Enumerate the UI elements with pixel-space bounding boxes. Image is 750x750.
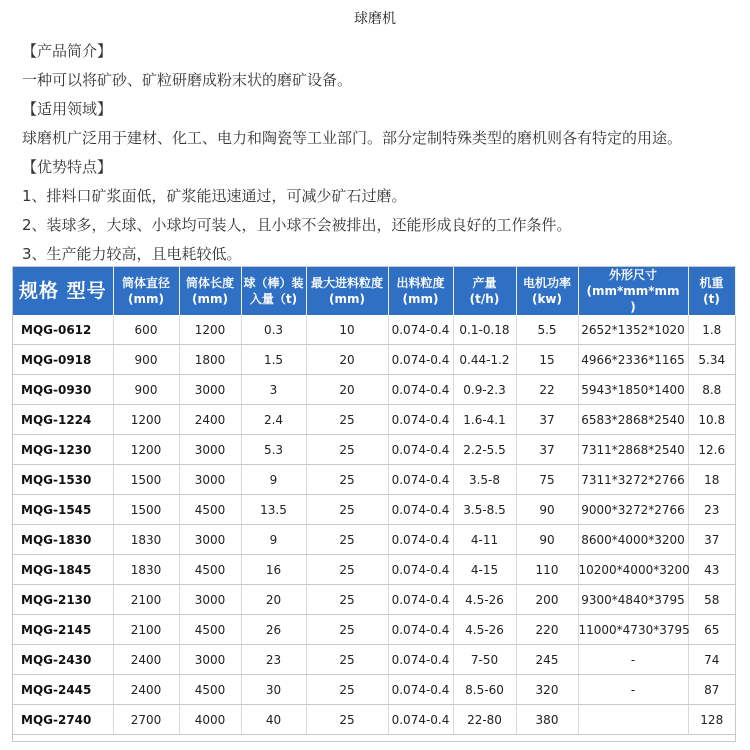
table-cell: 25 bbox=[306, 465, 388, 495]
table-cell: 1200 bbox=[113, 405, 179, 435]
table-cell: 15 bbox=[516, 345, 578, 375]
table-cell: 0.3 bbox=[241, 315, 306, 345]
table-cell: 245 bbox=[516, 645, 578, 675]
table-cell: 900 bbox=[113, 345, 179, 375]
table-cell: 3 bbox=[241, 375, 306, 405]
table-header-text: 筒体直径 bbox=[121, 276, 170, 290]
table-cell: 12.6 bbox=[688, 435, 735, 465]
table-cell: 37 bbox=[688, 525, 735, 555]
table-row bbox=[13, 675, 735, 705]
table-cell: 128 bbox=[688, 705, 735, 735]
table-cell: 0.9-2.3 bbox=[453, 375, 516, 405]
table-row bbox=[13, 405, 735, 435]
section-text-intro: 一种可以将矿砂、矿粒研磨成粉末状的磨矿设备。 bbox=[22, 71, 353, 89]
table-cell: 16 bbox=[241, 555, 306, 585]
table-header-text: 最大进料粒度 bbox=[310, 276, 383, 290]
table-header-text: 电机功率 bbox=[522, 276, 571, 290]
model-cell: MQG-2145 bbox=[13, 615, 113, 645]
table-cell: 0.074-0.4 bbox=[388, 345, 453, 375]
table-cell: 0.074-0.4 bbox=[388, 705, 453, 735]
model-cell: MQG-1224 bbox=[13, 405, 113, 435]
table-cell: 0.074-0.4 bbox=[388, 525, 453, 555]
advantage-item-2: 2、装球多，大球、小球均可装人，且小球不会被排出，还能形成良好的工作条件。 bbox=[22, 216, 572, 234]
section-text-application: 球磨机广泛用于建材、化工、电力和陶瓷等工业部门。部分定制特殊类型的磨机则各有特定的用途。 bbox=[22, 129, 683, 147]
table-header-text: 机重 bbox=[699, 276, 724, 290]
table-cell: 25 bbox=[306, 615, 388, 645]
table-cell: 4500 bbox=[179, 555, 241, 585]
table-cell: 4.5-26 bbox=[453, 585, 516, 615]
table-cell: 22-80 bbox=[453, 705, 516, 735]
table-cell: 90 bbox=[516, 525, 578, 555]
table-cell: 20 bbox=[306, 345, 388, 375]
table-cell: 900 bbox=[113, 375, 179, 405]
table-cell: 40 bbox=[241, 705, 306, 735]
table-cell: 2652*1352*1020 bbox=[578, 315, 688, 345]
table-cell: 10 bbox=[306, 315, 388, 345]
table-cell: 8600*4000*3200 bbox=[578, 525, 688, 555]
table-cell: 4500 bbox=[179, 495, 241, 525]
table-header-text: (kw) bbox=[531, 292, 563, 306]
table-cell: 4500 bbox=[179, 675, 241, 705]
table-cell: 5.34 bbox=[688, 345, 735, 375]
section-heading-advantages: 【优势特点】 bbox=[22, 158, 113, 176]
model-cell: MQG-2130 bbox=[13, 585, 113, 615]
table-header-text: ) bbox=[630, 300, 636, 314]
section-heading-intro: 【产品简介】 bbox=[22, 42, 113, 60]
table-cell: 10.8 bbox=[688, 405, 735, 435]
advantage-item-1: 1、排料口矿浆面低，矿浆能迅速通过，可减少矿石过磨。 bbox=[22, 187, 407, 205]
table-header-cell bbox=[578, 267, 688, 315]
advantage-item-3: 3、生产能力较高，且电耗较低。 bbox=[22, 245, 242, 263]
table-cell: 1500 bbox=[113, 495, 179, 525]
table-cell: 74 bbox=[688, 645, 735, 675]
table-cell: 0.074-0.4 bbox=[388, 405, 453, 435]
table-cell: 6583*2868*2540 bbox=[578, 405, 688, 435]
table-header-text: (mm) bbox=[128, 292, 164, 306]
table-row bbox=[13, 645, 735, 675]
table-cell: 23 bbox=[688, 495, 735, 525]
table-cell: 0.074-0.4 bbox=[388, 315, 453, 345]
table-cell: 0.074-0.4 bbox=[388, 465, 453, 495]
table-cell: 65 bbox=[688, 615, 735, 645]
table-cell: 37 bbox=[516, 435, 578, 465]
table-cell: 0.074-0.4 bbox=[388, 675, 453, 705]
model-cell: MQG-0918 bbox=[13, 345, 113, 375]
table-header-text: (mm) bbox=[192, 292, 228, 306]
table-cell: 2400 bbox=[179, 405, 241, 435]
table-header-text: 入量（t) bbox=[249, 292, 298, 306]
page-title: 球磨机 bbox=[354, 11, 396, 27]
table-cell: 5943*1850*1400 bbox=[578, 375, 688, 405]
table-cell: 0.44-1.2 bbox=[453, 345, 516, 375]
table-cell: 4000 bbox=[179, 705, 241, 735]
table-cell: 1800 bbox=[179, 345, 241, 375]
table-cell: 18 bbox=[688, 465, 735, 495]
table-cell: 2100 bbox=[113, 615, 179, 645]
table-cell: 75 bbox=[516, 465, 578, 495]
table-cell: 4.5-26 bbox=[453, 615, 516, 645]
table-cell: 110 bbox=[516, 555, 578, 585]
table-cell: 23 bbox=[241, 645, 306, 675]
table-cell: 0.074-0.4 bbox=[388, 585, 453, 615]
model-cell: MQG-1845 bbox=[13, 555, 113, 585]
table-cell: 26 bbox=[241, 615, 306, 645]
table-cell: 0.074-0.4 bbox=[388, 375, 453, 405]
table-header-text: 球（棒）装 bbox=[243, 276, 304, 290]
table-header-text: (t) bbox=[703, 292, 720, 306]
table-header-cell bbox=[179, 267, 241, 315]
table-body bbox=[13, 315, 735, 735]
table-cell: 200 bbox=[516, 585, 578, 615]
table-header-text: (mm) bbox=[329, 292, 365, 306]
table-cell: 7311*3272*2766 bbox=[578, 465, 688, 495]
table-cell: 20 bbox=[241, 585, 306, 615]
spec-table-container bbox=[12, 266, 736, 742]
table-header-text: 规格 型号 bbox=[19, 280, 107, 302]
spec-table bbox=[13, 267, 736, 735]
model-cell: MQG-1530 bbox=[13, 465, 113, 495]
table-header-text: 外形尺寸 bbox=[608, 268, 657, 282]
model-cell: MQG-2445 bbox=[13, 675, 113, 705]
table-cell: 25 bbox=[306, 645, 388, 675]
table-header-cell bbox=[306, 267, 388, 315]
table-cell: 1.8 bbox=[688, 315, 735, 345]
table-header-cell bbox=[388, 267, 453, 315]
table-cell: 25 bbox=[306, 435, 388, 465]
table-cell: 2.4 bbox=[241, 405, 306, 435]
table-cell: 43 bbox=[688, 555, 735, 585]
model-cell: MQG-1545 bbox=[13, 495, 113, 525]
table-cell: 4-11 bbox=[453, 525, 516, 555]
section-heading-application: 【适用领域】 bbox=[22, 100, 113, 118]
table-cell: 87 bbox=[688, 675, 735, 705]
table-header-cell bbox=[516, 267, 578, 315]
table-cell: 25 bbox=[306, 525, 388, 555]
table-cell: 0.074-0.4 bbox=[388, 435, 453, 465]
table-cell: 1830 bbox=[113, 555, 179, 585]
table-cell: 9 bbox=[241, 465, 306, 495]
table-row bbox=[13, 705, 735, 735]
table-cell: 3000 bbox=[179, 645, 241, 675]
table-cell: 3000 bbox=[179, 585, 241, 615]
table-row bbox=[13, 375, 735, 405]
table-row bbox=[13, 495, 735, 525]
table-cell: 25 bbox=[306, 675, 388, 705]
table-cell: 8.5-60 bbox=[453, 675, 516, 705]
model-cell: MQG-0930 bbox=[13, 375, 113, 405]
table-header-cell bbox=[688, 267, 735, 315]
table-cell: - bbox=[578, 645, 688, 675]
table-cell: 1200 bbox=[179, 315, 241, 345]
table-cell: 1.5 bbox=[241, 345, 306, 375]
table-cell: 1.6-4.1 bbox=[453, 405, 516, 435]
table-cell: 1830 bbox=[113, 525, 179, 555]
table-cell: 25 bbox=[306, 405, 388, 435]
table-header-cell bbox=[453, 267, 516, 315]
table-row bbox=[13, 585, 735, 615]
model-cell: MQG-2740 bbox=[13, 705, 113, 735]
table-cell: 2400 bbox=[113, 645, 179, 675]
table-cell: 9000*3272*2766 bbox=[578, 495, 688, 525]
table-cell: 600 bbox=[113, 315, 179, 345]
table-cell: 9 bbox=[241, 525, 306, 555]
table-cell: 7-50 bbox=[453, 645, 516, 675]
table-cell: 5.3 bbox=[241, 435, 306, 465]
table-header-cell bbox=[113, 267, 179, 315]
table-cell: 4-15 bbox=[453, 555, 516, 585]
table-cell: 3000 bbox=[179, 375, 241, 405]
table-cell: 2100 bbox=[113, 585, 179, 615]
model-cell: MQG-0612 bbox=[13, 315, 113, 345]
table-cell: - bbox=[578, 675, 688, 705]
model-cell: MQG-1830 bbox=[13, 525, 113, 555]
table-cell: 25 bbox=[306, 495, 388, 525]
model-cell: MQG-2430 bbox=[13, 645, 113, 675]
table-row bbox=[13, 525, 735, 555]
table-cell: 1200 bbox=[113, 435, 179, 465]
table-cell: 3000 bbox=[179, 525, 241, 555]
table-cell: 380 bbox=[516, 705, 578, 735]
table-cell: 4500 bbox=[179, 615, 241, 645]
table-row bbox=[13, 465, 735, 495]
table-header-cell bbox=[241, 267, 306, 315]
table-row bbox=[13, 315, 735, 345]
table-cell: 3.5-8 bbox=[453, 465, 516, 495]
model-cell: MQG-1230 bbox=[13, 435, 113, 465]
table-cell: 4966*2336*1165 bbox=[578, 345, 688, 375]
table-cell: 25 bbox=[306, 705, 388, 735]
table-cell: 0.074-0.4 bbox=[388, 555, 453, 585]
table-cell: 2400 bbox=[113, 675, 179, 705]
table-cell: 3000 bbox=[179, 465, 241, 495]
table-cell: 90 bbox=[516, 495, 578, 525]
table-header-text: 产量 bbox=[472, 276, 497, 290]
table-cell: 0.074-0.4 bbox=[388, 495, 453, 525]
table-row bbox=[13, 615, 735, 645]
table-header-text: 筒体长度 bbox=[185, 276, 234, 290]
table-cell: 10200*4000*3200 bbox=[578, 555, 688, 585]
table-cell: 37 bbox=[516, 405, 578, 435]
table-cell: 220 bbox=[516, 615, 578, 645]
table-cell: 25 bbox=[306, 585, 388, 615]
table-cell: 0.1-0.18 bbox=[453, 315, 516, 345]
table-header-cell bbox=[13, 267, 113, 315]
table-header-text: 出料粒度 bbox=[396, 276, 445, 290]
table-cell: 8.8 bbox=[688, 375, 735, 405]
table-cell: 2700 bbox=[113, 705, 179, 735]
table-cell: 58 bbox=[688, 585, 735, 615]
table-row bbox=[13, 345, 735, 375]
table-cell: 11000*4730*3795 bbox=[578, 615, 688, 645]
table-cell: 13.5 bbox=[241, 495, 306, 525]
table-header-text: (t/h) bbox=[469, 292, 500, 306]
table-cell: 320 bbox=[516, 675, 578, 705]
table-cell: 9300*4840*3795 bbox=[578, 585, 688, 615]
table-header-text: (mm*mm*mm bbox=[586, 284, 680, 298]
table-cell: 3000 bbox=[179, 435, 241, 465]
table-cell: 7311*2868*2540 bbox=[578, 435, 688, 465]
table-cell: 3.5-8.5 bbox=[453, 495, 516, 525]
table-header-row bbox=[13, 267, 735, 315]
table-row bbox=[13, 555, 735, 585]
table-cell: 0.074-0.4 bbox=[388, 615, 453, 645]
table-header-text: (mm) bbox=[402, 292, 439, 306]
table-cell: 22 bbox=[516, 375, 578, 405]
table-cell: 25 bbox=[306, 555, 388, 585]
table-cell: 1500 bbox=[113, 465, 179, 495]
table-cell: 20 bbox=[306, 375, 388, 405]
table-cell: 0.074-0.4 bbox=[388, 645, 453, 675]
table-cell: 5.5 bbox=[516, 315, 578, 345]
table-row bbox=[13, 435, 735, 465]
table-cell: 2.2-5.5 bbox=[453, 435, 516, 465]
table-cell: 30 bbox=[241, 675, 306, 705]
table-cell bbox=[578, 705, 688, 735]
